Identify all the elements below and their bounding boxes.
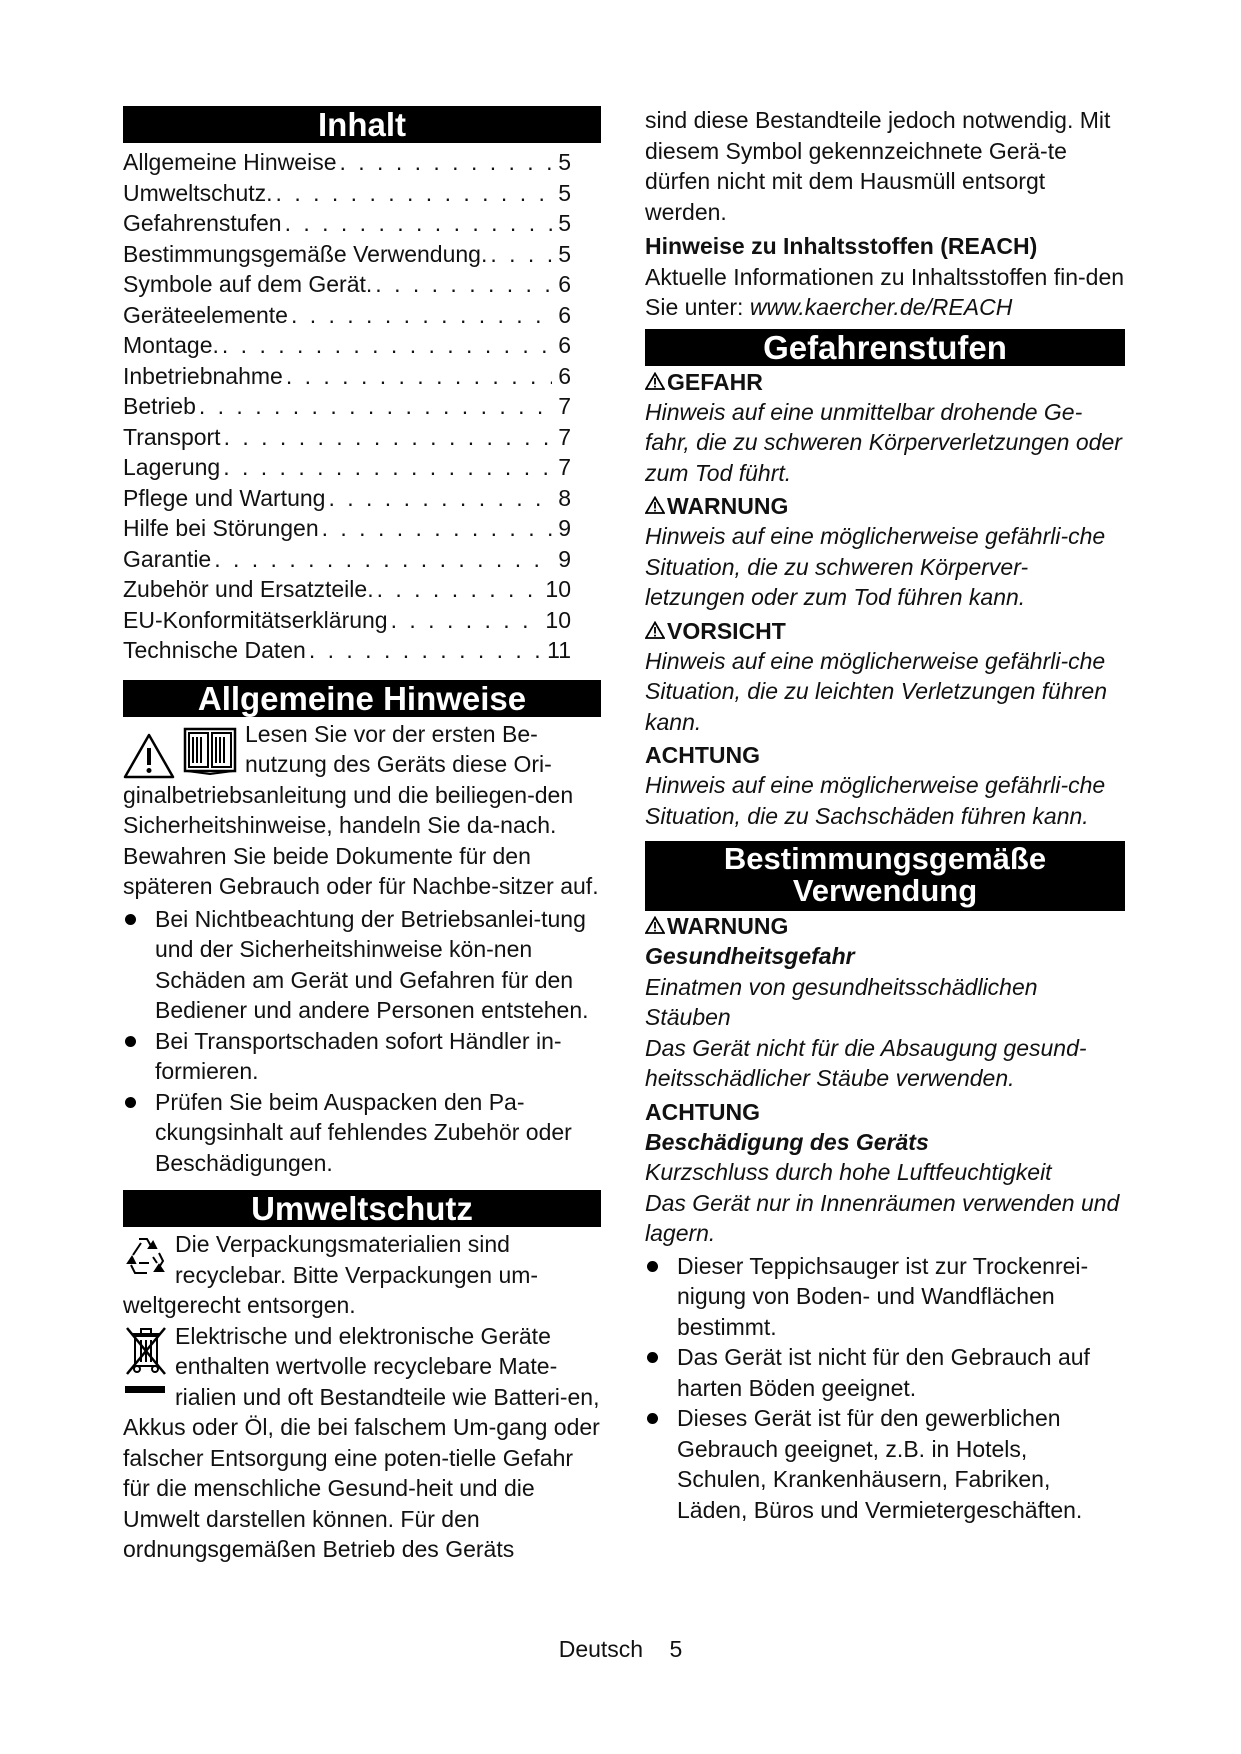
crossed-bin-icon: [123, 1324, 169, 1409]
toc-entry-label: Allgemeine Hinweise: [123, 149, 337, 175]
hazard-label-text: GEFAHR: [667, 368, 763, 395]
toc-entry-label: Inbetriebnahme: [123, 362, 283, 389]
toc-dot-leader: [273, 178, 553, 209]
toc-entry-label: Technische Daten: [123, 637, 306, 663]
toc-entry-page: 6: [558, 362, 571, 389]
intro-rest: ginalbetriebsanleitung und die beiliegen-den Sicherheitshinweise, handeln Sie da-nach. Bewahren Sie beide Dokumente für den späteren Gebrauch oder für Nachbe-sitzer auf.: [123, 781, 599, 899]
toc-entry-label: Betrieb: [123, 393, 196, 419]
toc-dot-leader: [219, 330, 552, 361]
toc-dot-leader: [325, 483, 552, 514]
notice-subtitle: Beschädigung des Geräts: [645, 1128, 929, 1155]
hazard-text: Hinweis auf eine möglicherweise gefährli-che Situation, die zu schweren Körperver-letzungen oder zum Tod führen kann.: [645, 523, 1106, 610]
toc-entry-page: 5: [558, 210, 571, 236]
general-intro: [123, 719, 601, 902]
hazard-vorsicht: [645, 617, 1125, 738]
hazard-label-text: WARNUNG: [667, 493, 789, 519]
intro-line-2: nutzung des Geräts diese Ori-: [245, 751, 552, 777]
toc-entry[interactable]: [123, 330, 601, 361]
hazard-achtung: [645, 741, 1125, 831]
list-item: Bei Transportschaden sofort Händler in-formieren.: [123, 1026, 601, 1087]
toc-entry-label: Pflege und Wartung: [123, 484, 326, 511]
warning-triangle-icon: [645, 912, 665, 941]
hazard-label: [645, 617, 1125, 646]
toc-entry[interactable]: [123, 574, 601, 605]
notice-text: Das Gerät nur in Innenräumen verwenden und lagern.: [645, 1189, 1120, 1246]
reach-text: [645, 262, 1125, 323]
toc-dot-leader: [221, 422, 553, 453]
intro-line-1: Lesen Sie vor der ersten Be-: [245, 720, 538, 747]
weee-block: [123, 1321, 601, 1565]
table-of-contents: [123, 147, 601, 666]
hazard-text: Hinweis auf eine möglicherweise gefährli-che Situation, die zu Sachschäden führen kann.: [645, 772, 1106, 829]
toc-entry[interactable]: [123, 361, 601, 392]
warning-text: Das Gerät nicht für die Absaugung gesund-heitsschädlicher Stäube verwenden.: [645, 1034, 1087, 1091]
toc-dot-leader: [196, 391, 552, 422]
toc-entry[interactable]: [123, 300, 601, 331]
hazard-label: [645, 912, 1125, 941]
toc-entry-page: 7: [558, 423, 571, 450]
toc-entry-label: Geräteelemente: [123, 301, 288, 328]
toc-dot-leader: [374, 574, 540, 605]
toc-entry[interactable]: [123, 422, 601, 453]
toc-entry-label: Symbole auf dem Gerät.: [123, 271, 373, 297]
toc-entry-label: Hilfe bei Störungen: [123, 515, 319, 541]
toc-entry-page: 9: [558, 515, 571, 541]
hazard-gefahr: [645, 368, 1125, 489]
toc-dot-leader: [282, 208, 553, 239]
toc-entry-page: 6: [558, 301, 571, 328]
hazard-label-text: WARNUNG: [667, 913, 789, 939]
toc-entry[interactable]: [123, 391, 601, 422]
toc-dot-leader: [288, 300, 552, 331]
toc-entry[interactable]: [123, 208, 601, 239]
toc-entry-label: Gefahrenstufen: [123, 210, 282, 236]
usage-heading: [645, 841, 1125, 911]
toc-entry-page: 7: [558, 454, 571, 480]
weee-text: Elektrische und elektronische Geräte enthalten wertvolle recyclebare Mate-rialien und oft Bestandteile wie Batteri-en, Akkus oder Öl, die bei falschem Um-gang oder falscher Entsorgung eine poten-tielle Gefahr für die menschliche Gesund-heit und die Umwelt darstellen können. Für den ordnungsgemäßen Betrieb des Geräts: [123, 1322, 600, 1562]
hazard-label: [645, 492, 1125, 521]
warning-triangle-icon: [645, 368, 665, 397]
general-icons: [123, 722, 239, 780]
toc-entry-label: Lagerung: [123, 454, 221, 480]
warning-text: Einatmen von gesundheitsschädlichen Stäuben: [645, 973, 1038, 1030]
right-column: [645, 105, 1125, 1525]
list-item: Prüfen Sie beim Auspacken den Pa-ckungsinhalt auf fehlendes Zubehör oder Beschädigungen.: [123, 1087, 601, 1179]
general-heading: Allgemeine Hinweise: [123, 680, 601, 717]
toc-dot-leader: [211, 544, 552, 575]
toc-entry[interactable]: [123, 544, 601, 575]
toc-entry-page: 10: [545, 576, 571, 602]
toc-entry-page: 5: [558, 149, 571, 175]
manual-book-icon: [181, 723, 239, 780]
list-item: Das Gerät ist nicht für den Gebrauch auf harten Böden geeignet.: [645, 1342, 1115, 1403]
toc-dot-leader: [220, 452, 552, 483]
toc-entry-label: Montage.: [123, 332, 219, 358]
hazard-text: Hinweis auf eine unmittelbar drohende Ge-fahr, die zu schweren Körperverletzungen oder zum Tod führt.: [645, 398, 1122, 486]
notice-text: Kurzschluss durch hohe Luftfeuchtigkeit: [645, 1159, 1052, 1185]
toc-dot-leader: [337, 147, 553, 178]
footer-language: Deutsch: [558, 1636, 644, 1662]
hazard-label: [645, 368, 1125, 397]
toc-entry-page: 10: [545, 606, 571, 633]
hazards-heading: Gefahrenstufen: [645, 329, 1125, 366]
warning-triangle-icon: [645, 492, 665, 521]
hazard-label-text: VORSICHT: [667, 617, 786, 644]
reach-link[interactable]: www.kaercher.de/REACH: [749, 294, 1013, 320]
toc-entry-page: 7: [558, 393, 571, 419]
toc-dot-leader: [487, 239, 552, 270]
toc-entry[interactable]: [123, 239, 601, 270]
toc-dot-leader: [372, 269, 552, 300]
toc-entry-label: Garantie: [123, 545, 212, 572]
left-column: [123, 106, 601, 1565]
usage-warning: [645, 912, 1125, 1094]
toc-entry-page: 8: [558, 484, 571, 511]
toc-dot-leader: [319, 513, 553, 544]
list-item: Dieser Teppichsauger ist zur Trockenrei-nigung von Boden- und Wandflächen bestimmt.: [645, 1251, 1115, 1343]
reach-text-body: Aktuelle Informationen zu Inhaltsstoffen fin-den Sie unter:: [645, 263, 1125, 320]
recycle-text: Die Verpackungsmaterialien sind recyclebar. Bitte Verpackungen um-weltgerecht entsorgen.: [123, 1231, 539, 1318]
toc-entry[interactable]: [123, 513, 601, 544]
toc-entry[interactable]: [123, 178, 601, 209]
recycle-icon: [123, 1233, 169, 1284]
list-item: Dieses Gerät ist für den gewerblichen Gebrauch geeignet, z.B. in Hotels, Schulen, Krankenhäusern, Fabriken, Läden, Büros und Vermietergeschäften.: [645, 1403, 1115, 1525]
toc-entry-label: Bestimmungsgemäße Verwendung.: [123, 240, 488, 267]
warning-triangle-icon: [123, 732, 175, 780]
usage-bullets: [645, 1251, 1125, 1526]
toc-entry-label: Umweltschutz.: [123, 179, 273, 206]
toc-entry[interactable]: [123, 635, 601, 666]
toc-entry[interactable]: [123, 483, 601, 514]
toc-heading: Inhalt: [123, 106, 601, 143]
toc-entry-page: 5: [558, 179, 571, 206]
general-bullets: [123, 904, 601, 1179]
hazard-warnung: [645, 492, 1125, 613]
warning-subtitle: Gesundheitsgefahr: [645, 943, 855, 969]
toc-entry-page: 5: [558, 240, 571, 267]
toc-dot-leader: [388, 605, 540, 636]
weee-continuation: sind diese Bestandteile jedoch notwendig. Mit diesem Symbol gekennzeichnete Gerä-te dürfen nicht mit dem Hausmüll entsorgt werden.: [645, 107, 1111, 225]
environment-heading: Umweltschutz: [123, 1190, 601, 1227]
reach-heading: Hinweise zu Inhaltsstoffen (REACH): [645, 233, 1038, 259]
hazard-label: ACHTUNG: [645, 742, 760, 768]
toc-dot-leader: [283, 361, 552, 392]
toc-entry[interactable]: [123, 147, 601, 178]
page-number: 5: [669, 1636, 683, 1662]
recycle-block: [123, 1229, 601, 1321]
usage-heading-line-2: Verwendung: [792, 873, 978, 908]
toc-entry-label: Zubehör und Ersatzteile.: [123, 576, 374, 602]
hazard-text: Hinweis auf eine möglicherweise gefährli-che Situation, die zu leichten Verletzungen führen kann.: [645, 647, 1108, 735]
page-footer: [0, 1636, 1241, 1663]
toc-entry-page: 9: [558, 545, 571, 572]
toc-entry-label: EU-Konformitätserklärung: [123, 606, 388, 633]
toc-entry[interactable]: [123, 605, 601, 636]
warning-triangle-icon: [645, 617, 665, 646]
list-item: Bei Nichtbeachtung der Betriebsanlei-tung und der Sicherheitshinweise kön-nen Schäden am Gerät und Gefahren für den Bediener und andere Personen entstehen.: [123, 904, 601, 1026]
toc-entry[interactable]: [123, 452, 601, 483]
toc-entry-label: Transport: [123, 423, 221, 450]
usage-notice: [645, 1098, 1125, 1249]
toc-entry[interactable]: [123, 269, 601, 300]
hazard-label: ACHTUNG: [645, 1098, 760, 1125]
toc-dot-leader: [306, 635, 541, 666]
toc-entry-page: 11: [547, 637, 571, 663]
usage-heading-line-1: Bestimmungsgemäße: [723, 841, 1047, 876]
toc-entry-page: 6: [558, 271, 571, 297]
toc-entry-page: 6: [558, 332, 571, 358]
